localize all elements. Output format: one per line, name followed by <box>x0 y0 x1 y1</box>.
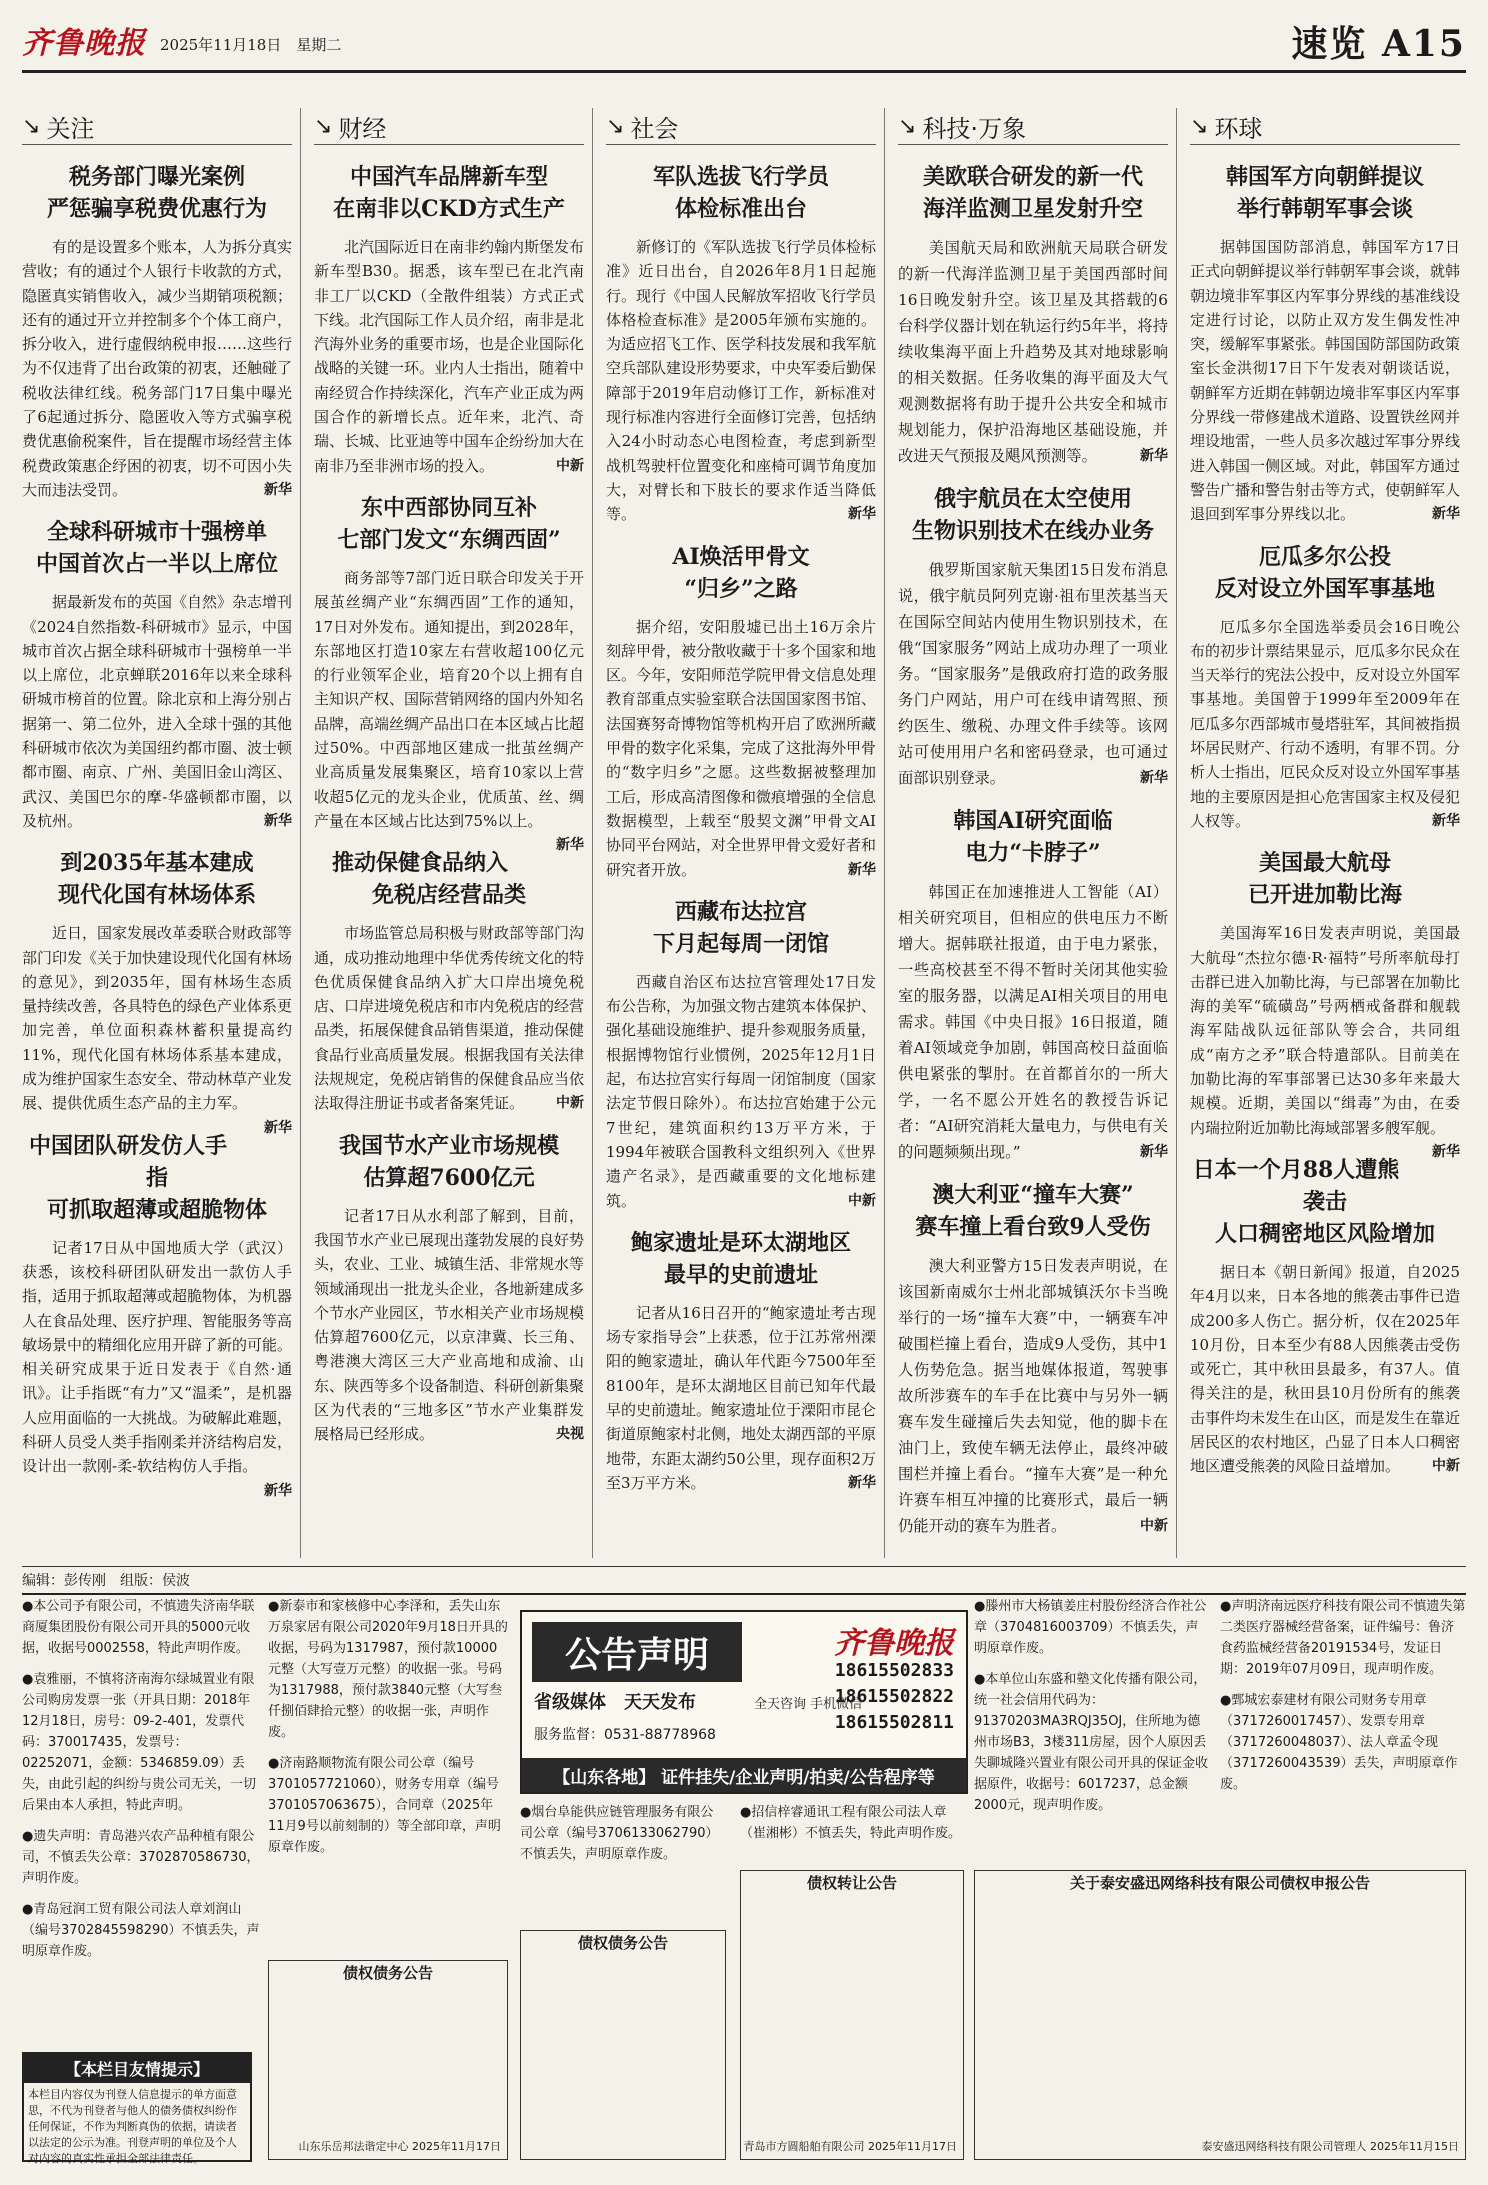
banner-bar: 【山东各地】 证件挂失/企业声明/拍卖/公告程序等 <box>522 1758 966 1792</box>
article-body: 记者17日从水利部了解到，目前，我国节水产业已展现出蓬勃发展的良好势头，农业、工业、城镇生活、非常规水等领域涌现出一批龙头企业，各地新建成多个节水产业园区，节水相关产业市场规模估算超7600亿元，以京津冀、长三角、粤港澳大湾区三大产业高地和成渝、山东、陕西等多个设备制造、科研创新集聚区为代表的“三地多区”节水产业集群发展格局已经形成。 央视 <box>314 1204 584 1447</box>
article-source: 中新 <box>1432 1458 1460 1475</box>
notice: ●青岛冠润工贸有限公司法人章刘润山（编号3702845598290）不慎丢失，声明原章作废。 <box>22 1902 260 1959</box>
article-headline: 军队选拔飞行学员 体检标准出台 <box>652 164 829 222</box>
notice: ●新泰市和家核修中心李泽和，丢失山东万泉家居有限公司2020年9月18日开具的收据，号码为1317987，预付款10000元整（大写壹万元整）的收据一张。号码为1317988，预付款3840元整（大写叁仟捌佰肆拾元整）的收据一张，声明作废。 <box>268 1599 508 1740</box>
article-body: 美国海军16日发表声明说，美国最大航母“杰拉尔德·R·福特”号所率航母打击群已进入加勒比海，与已部署在加勒比海的美军“硫磺岛”号两栖戒备群和舰载海军陆战队远征部队等会合，共同组成“南方之矛”联合特遣部队。目前美在加勒比海的军事部署已达30多年来最大规模。近期，美国以“缉毒”为由，在委内瑞拉附近加勒比海域部署多艘军舰。 新华 <box>1190 921 1460 1140</box>
article-headline: 韩国军方向朝鲜提议 举行韩朝军事会谈 <box>1225 164 1424 222</box>
article-body: 据介绍，安阳殷墟已出土16万余片刻辞甲骨，被分散收藏于十多个国家和地区。今年，安阳师范学院甲骨文信息处理教育部重点实验室联合法国国家图书馆、法国赛努奇博物馆等机构开启了欧洲所藏甲骨的数字化采集，完成了这批海外甲骨的“数字归乡”之愿。这些数据被整理加工后，形成高清图像和微痕增强的全信息数据模型，上载至“殷契文渊”甲骨文AI协同平台网站，对全世界甲骨文爱好者和研究者开放。 新华 <box>606 615 876 882</box>
announcement-banner <box>520 1610 968 1794</box>
article-source: 新华 <box>848 861 876 878</box>
article <box>606 896 876 1213</box>
article-headline: 中国汽车品牌新车型 在南非以CKD方式生产 <box>333 164 565 222</box>
article <box>22 847 293 1136</box>
masthead <box>22 14 1466 73</box>
article-headline: 韩国AI研究面临 电力“卡脖子” <box>953 808 1113 866</box>
notice: ●袁雅丽，不慎将济南海尔绿城置业有限公司购房发票一张（开具日期：2018年12月18日，房号：09-2-401，发票代码：370017435，发票号：02252071，金额：5346859.09）丢失，由此引起的纠纷与贵公司无关，一切后果由本人承担，特此声明。 <box>22 1672 257 1813</box>
article <box>314 847 584 1115</box>
article-body: 据最新发布的英国《自然》杂志增刊《2024自然指数-科研城市》显示，中国城市首次占据全球科研城市十强榜单一半以上席位，北京蝉联2016年以来全球科研城市榜首的位置。除北京和上海分别占据第一、第二位外，进入全球十强的其他科研城市依次为美国纽约都市圈、波士顿都市圈、南京、广州、美国旧金山湾区、武汉、美国巴尔的摩-华盛顿都市圈，以及杭州。 新华 <box>22 590 292 833</box>
article-headline: 税务部门曝光案例 严惩骗享税费优惠行为 <box>46 164 267 222</box>
article-source: 新华 <box>848 506 876 523</box>
article-headline: 美欧联合研发的新一代 海洋监测卫星发射升空 <box>922 164 1143 222</box>
article <box>314 492 585 854</box>
section-header <box>22 108 292 145</box>
notices-col2 <box>268 1596 508 1868</box>
article-source: 新华 <box>1140 1144 1168 1160</box>
article <box>22 516 292 833</box>
article-source: 中新 <box>556 1095 584 1112</box>
article <box>898 161 1168 469</box>
article-body: 记者17日从中国地质大学（武汉）获悉，该校科研团队研发出一款仿人手指，适用于抓取超薄或超脆物体，为机器人在食品处理、医疗护理、智能服务等高敏场景中的精细化应用开辟了新的可能。相关研究成果于近日发表于《自然·通讯》。让手指既“有力”又“温柔”，是机器人应用面临的一大挑战。为破解此难题，科研人员受人类手指刚柔并济结构启发，设计出一款刚-柔-软结构仿人手指。 新华 <box>22 1236 292 1479</box>
article-source: 新华 <box>264 481 292 498</box>
article-source: 中新 <box>848 1192 876 1209</box>
article-headline: 厄瓜多尔公投 反对设立外国军事基地 <box>1214 543 1435 602</box>
article-source: 新华 <box>1140 448 1168 464</box>
section-title: 社会 <box>630 114 679 143</box>
article-source: 新华 <box>1140 770 1168 786</box>
article-body: 记者从16日召开的“鲍家遗址考古现场专家指导会”上获悉，位于江苏常州溧阳的鲍家遗址，确认年代距今7500年至8100年，是环太湖地区目前已知年代最早的史前遗址。鲍家遗址位于溧阳市昆仑街道原鲍家村北侧，地处太湖西部的平原地带，东距太湖约50公里，现存面积2万至3万平方米。 新华 <box>606 1301 876 1495</box>
article-body: 西藏自治区布达拉宫管理处17日发布公告称，为加强文物古建筑本体保护、强化基础设施维护、提升参观服务质量，根据博物馆行业惯例，2025年12月1日起，布达拉宫实行每周一闭馆制度（国家法定节假日除外）。布达拉宫始建于公元7世纪，建筑面积约13万平方米，于1994年被联合国教科文组织列入《世界遗产名录》，是西藏重要的文化地标建筑。 中新 <box>606 970 876 1213</box>
column-2 <box>314 108 584 1461</box>
article-source: 中新 <box>1140 1518 1168 1534</box>
notice-box: ●烟台阜能供应链管理服务有限公司公章（编号3706133062790）不慎丢失，声明原章作废。 <box>520 1805 719 1862</box>
article-body: 美国航天局和欧洲航天局联合研发的新一代海洋监测卫星于美国西部时间16日晚发射升空。该卫星及其搭载的6台科学仪器计划在轨运行约5年半，将持续收集海平面上升趋势及其对地球影响的相关数据。任务收集的海平面及大气观测数据将有助于提升公共安全和城市规划能力，保护沿海地区基础设施，并改进天气预报及飓风预测等。 新华 <box>898 235 1168 469</box>
section-header <box>606 108 876 145</box>
notice-box: ●招信梓睿通讯工程有限公司法人章（崔湘彬）不慎丢失，特此声明作废。 <box>740 1805 962 1841</box>
notice: ●声明济南远医疗科技有限公司不慎遗失第二类医疗器械经营备案，证件编号：鲁济食药监械经营备20191534号，发证日期：2019年07月09日，现声明作废。 <box>1220 1599 1466 1677</box>
article-source: 新华 <box>556 837 584 854</box>
notice: ●济南路顺物流有限公司公章（编号3701057721060），财务专用章（编号3701057063675），合同章（2025年11月9号以前刻制的）等全部印章，声明原章作废。 <box>268 1756 501 1855</box>
article <box>606 161 876 527</box>
notices-col5 <box>1220 1596 1466 1805</box>
article-body: 据日本《朝日新闻》报道，自2025年4月以来，日本各地的熊袭击事件已造成200多人伤亡。据分析，仅在2025年10月份，日本至少有88人因熊袭击受伤或死亡，其中秋田县最多，有37人。值得关注的是，秋田县10月份所有的熊袭击事件均未发生在山区，而是发生在靠近居民区的农村地区，凸显了日本人口稠密地区遭受熊袭的风险日益增加。 中新 <box>1190 1260 1460 1479</box>
section-marker-icon: ↘ <box>314 113 333 139</box>
notice: ●滕州市大杨镇姜庄村股份经济合作社公章（3704816003709）不慎丢失，声明原章作废。 <box>974 1599 1207 1656</box>
article-body: 市场监管总局积极与财政部等部门沟通，成功推动地理中华优秀传统文化的特色优质保健食品纳入扩大口岸出境免税店、口岸进境免税店和市内免税店的经营品类，拓展保健食品销售渠道，推动保健食品行业高质量发展。根据我国有关法律法规规定，免税店销售的保健食品应当依法取得注册证书或者备案凭证。 中新 <box>314 921 584 1115</box>
column-3 <box>606 108 876 1509</box>
column-5 <box>1190 108 1460 1493</box>
article-source: 新华 <box>264 1482 292 1499</box>
article-body: 商务部等7部门近日联合印发关于开展茧丝绸产业“东绸西固”工作的通知，17日对外发布。通知提出，到2028年，东部地区打造10家左右营收超100亿元的行业领军企业，培育20个以上拥有自主知识产权、国际营销网络的国内外知名品牌，高端丝绸产品出口在本区域占比超过50%。中西部地区建成一批茧丝绸产业高质量发展集聚区，培育10家以上营收超5亿元的龙头企业，优质茧、丝、绸产量在本区域占比达到75%以上。 新华 <box>314 566 584 833</box>
article <box>606 541 876 882</box>
article-headline: 东中西部协同互补 七部门发文“东绸西固” <box>337 494 561 553</box>
article <box>314 1130 584 1447</box>
section-marker-icon: ↘ <box>1190 113 1209 139</box>
banner-service: 全天咨询 手机微信 <box>754 1697 863 1712</box>
article-body: 有的是设置多个账本，人为拆分真实营收；有的通过个人银行卡收款的方式，隐匿真实销售收入，减少当期销项税额；还有的通过开立并控制多个个体工商户，拆分收入，进行虚假纳税申报……这些行为不仅违背了出台政策的初衷，还触碰了税收法律红线。税务部门17日集中曝光了6起通过拆分、隐匿收入等方式骗享税费优惠偷税案件，旨在提醒市场经营主体税费政策惠企纾困的初衷，切不可因小失大而违法受罚。 新华 <box>22 235 292 502</box>
section-header <box>898 108 1168 145</box>
section-marker-icon: ↘ <box>898 113 917 139</box>
article-source: 中新 <box>556 457 584 474</box>
column-divider <box>300 108 301 1558</box>
section-header <box>314 108 584 145</box>
article <box>314 161 584 478</box>
article-body: 厄瓜多尔全国选举委员会16日晚公布的初步计票结果显示，厄瓜多尔民众在当天举行的宪法公投中，反对设立外国军事基地。美国曾于1999年至2009年在厄瓜多尔西部城市曼塔驻军，其间被指损坏居民财产、行动不透明，有罪不罚。分析人士指出，厄民众反对设立外国军事基地的主要原因是担心危害国家主权及侵犯人权等。 新华 <box>1190 615 1460 834</box>
banner-hotline: 服务监督：0531-88778968 <box>534 1727 716 1743</box>
article <box>22 161 292 502</box>
banner-phones: 18615502833 18615502822 18615502811 <box>834 1660 954 1733</box>
column-divider <box>884 108 885 1558</box>
banner-tagline: 省级媒体 天天发布 <box>534 1692 696 1713</box>
article-source: 新华 <box>264 812 292 829</box>
section-title: 环球 <box>1214 114 1263 143</box>
section-marker-icon: ↘ <box>606 113 625 139</box>
article <box>22 1130 293 1499</box>
notice: ●本公司予有限公司，不慎遗失济南华联商厦集团股份有限公司开具的5000元收据，收据号0002558，特此声明作废。 <box>22 1599 255 1656</box>
article-headline: 中国团队研发仿人手指 可抓取超薄或超脆物体 <box>28 1132 267 1223</box>
column-hint-box: 【本栏目友情提示】 本栏目内容仅为刊登人信息提示的单方面意思，不代为刊登者与他人的债务债权纠纷作任何保证，不作为判断真伪的依据，请读者以法定的公示为准。刊登声明的单位及个人对内容的真实性承担全部法律责任。 <box>22 2052 252 2162</box>
article <box>898 805 1168 1165</box>
article-body: 韩国正在加速推进人工智能（AI）相关研究项目，但相应的供电压力不断增大。据韩联社报道，由于电力紧张，一些高校甚至不得不暂时关闭其他实验室的服务器，以满足AI相关项目的用电需求。韩国《中央日报》16日报道，随着AI领域竞争加剧，韩国高校日益面临供电紧张的掣肘。在首都首尔的一所大学，一名不愿公开姓名的教授告诉记者：“AI研究消耗大量电力，与供电有关的问题频频出现。” 新华 <box>898 879 1168 1165</box>
article <box>1190 847 1461 1160</box>
article-headline: 推动保健食品纳入 免税店经营品类 <box>331 850 526 909</box>
newspaper-logo: 齐鲁晚报 <box>22 26 146 61</box>
notice: ●本单位山东盛和塾文化传播有限公司，统一社会信用代码为：91370203MA3RQJ35OJ，住所地为德州市场B3，3楼311房屋，因个人原因丢失聊城隆兴置业有限公司开具的保证金收据原件，收据号：6017237，总金额2000元，现声明作废。 <box>974 1672 1209 1813</box>
article <box>1190 541 1460 834</box>
article-body: 新修订的《军队选拔飞行学员体检标准》近日出台，自2026年8月1日起施行。现行《中国人民解放军招收飞行学员体格检查标准》是2005年颁布实施的。为适应招飞工作、医学科技发展和我军航空兵部队建设形势要求，中央军委后勤保障部于2019年启动修订工作，新标准对现行标准内容进行全面修订完善，包括纳入24小时动态心电图检查，考虑到新型战机驾驶杆位置变化和座椅可调节角度加大，对臂长和下肢长的要求作适当降低等。 新华 <box>606 235 876 527</box>
article <box>606 1227 876 1495</box>
article-source: 新华 <box>264 1119 292 1136</box>
article-headline: 到2035年基本建成 现代化国有林场体系 <box>57 850 256 909</box>
section-title: 财经 <box>338 114 387 143</box>
article <box>898 1179 1168 1539</box>
article <box>1190 1154 1460 1479</box>
article-headline: 俄宇航员在太空使用 生物识别技术在线办业务 <box>911 486 1154 544</box>
article-headline: 西藏布达拉宫 下月起每周一闭馆 <box>652 898 829 957</box>
article-body: 澳大利亚警方15日发表声明说，在该国新南威尔士州北部城镇沃尔卡当晚举行的一场“撞车大赛”中，一辆赛车冲破围栏撞上看台，造成9人受伤，其中1人伤势危急。据当地媒体报道，驾驶事故所涉赛车的车手在比赛中与另外一辆赛车发生碰撞后失去知觉，他的脚卡在油门上，致使车辆无法停止，最终冲破围栏并撞上看台。“撞车大赛”是一种允许赛车相互冲撞的比赛形式，最后一辆仍能开动的赛车为胜者。 中新 <box>898 1253 1168 1539</box>
banner-title: 公告声明 <box>532 1622 742 1682</box>
article <box>898 483 1168 791</box>
section-title: 关注 <box>46 114 95 143</box>
section-header <box>1190 108 1460 145</box>
creditor-claim-notice: 关于泰安盛迅网络科技有限公司债权申报公告 泰安盛迅网络科技有限公司管理人 2025年11月15日 <box>974 1870 1466 2160</box>
article-headline: 美国最大航母 已开进加勒比海 <box>1247 850 1402 909</box>
section-title: 科技·万象 <box>922 114 1027 143</box>
debt-transfer-notice: 债权转让公告 青岛市方圆船舶有限公司 2025年11月17日 <box>740 1870 964 2160</box>
notice: ●鄄城宏泰建材有限公司财务专用章（3717260017457）、发票专用章（3717260048037）、法人章孟令现（3717260043539）丢失，声明原章作废。 <box>1220 1693 1458 1792</box>
article-headline: 全球科研城市十强榜单 中国首次占一半以上席位 <box>35 519 278 578</box>
debt-notice-1: 债权债务公告 山东乐岳邦法谐定中心 2025年11月17日 <box>268 1960 508 2160</box>
issue-date: 2025年11月18日 星期二 <box>160 36 342 54</box>
notice: ●遗失声明：青岛港兴农产品种植有限公司，不慎丢失公章：3702870586730，声明作废。 <box>22 1829 260 1886</box>
article-body: 据韩国国防部消息，韩国军方17日正式向朝鲜提议举行韩朝军事会谈，就韩朝边境非军事区内军事分界线的基准线设定进行讨论，以防止双方发生偶发性冲突，缓解军事紧张。韩国国防部国防政策室长金洪彻17日下午发表对朝谈话说，朝鲜军方近期在韩朝边境非军事区内军事分界线一带修建战术道路、设置铁丝网并埋设地雷，一些人员多次越过军事分界线进入韩国一侧区域。对此，韩国军方通过警告广播和警告射击等方式，使朝鲜军人退回到军事分界线以北。 新华 <box>1190 235 1460 527</box>
debt-notice-2: 债权债务公告 <box>520 1930 726 2160</box>
article-source: 央视 <box>556 1426 584 1443</box>
column-1 <box>22 108 292 1503</box>
article-headline: AI焕活甲骨文 “归乡”之路 <box>672 543 810 602</box>
article-headline: 澳大利亚“撞车大赛” 赛车撞上看台致9人受伤 <box>915 1182 1151 1240</box>
article-source: 新华 <box>1432 1143 1460 1160</box>
article-headline: 日本一个月88人遭熊袭击 人口稠密地区风险增加 <box>1192 1156 1435 1247</box>
article-source: 新华 <box>848 1474 876 1491</box>
article-body: 北汽国际近日在南非约翰内斯堡发布新车型B30。据悉，该车型已在北汽南非工厂以CKD（全散件组装）方式正式下线。北汽国际工作人员介绍，南非是北汽海外业务的重要市场，也是企业国际化战略的关键一环。业内人士指出，随着中南经贸合作持续深化，汽车产业正成为两国合作的新增长点。近年来，北汽、奇瑞、长城、比亚迪等中国车企纷纷加大在南非乃至非洲市场的投入。 中新 <box>314 235 584 478</box>
article-body: 近日，国家发展改革委联合财政部等部门印发《关于加快建设现代化国有林场的意见》，到2035年，国有林场生态质量持续改善，各具特色的绿色产业体系更加完善，单位面积森林蓄积量提高约11%，现代化国有林场体系基本建成，成为维护国家生态安全、带动林草产业发展、提供优质生态产品的主力军。 新华 <box>22 921 292 1115</box>
article <box>1190 161 1460 527</box>
column-divider <box>592 108 593 1558</box>
page-section: 速览 A15 <box>1291 23 1466 65</box>
editor-line: 编辑：彭传刚 组版：侯波 <box>22 1566 1466 1595</box>
column-4 <box>898 108 1168 1553</box>
notices-col4 <box>974 1596 1210 1826</box>
article-headline: 鲍家遗址是环太湖地区 最早的史前遗址 <box>630 1229 851 1288</box>
article-source: 新华 <box>1432 812 1460 829</box>
section-marker-icon: ↘ <box>22 113 41 139</box>
article-body: 俄罗斯国家航天集团15日发布消息说，俄宇航员阿列克谢·祖布里茨基当天在国际空间站内使用生物识别技术，在俄“国家服务”网站上成功办理了一项业务。“国家服务”是俄政府打造的政务服务门户网站，用户可在线申请驾照、预约医生、缴税、办理文件手续等。该网站可使用用户名和密码登录，也可通过面部识别登录。 新华 <box>898 557 1168 791</box>
article-source: 新华 <box>1432 506 1460 523</box>
article-headline: 我国节水产业市场规模 估算超7600亿元 <box>338 1132 559 1191</box>
column-divider <box>1176 108 1177 1558</box>
banner-logo: 齐鲁晚报 <box>834 1626 954 1661</box>
notices-col1 <box>22 1596 260 1972</box>
